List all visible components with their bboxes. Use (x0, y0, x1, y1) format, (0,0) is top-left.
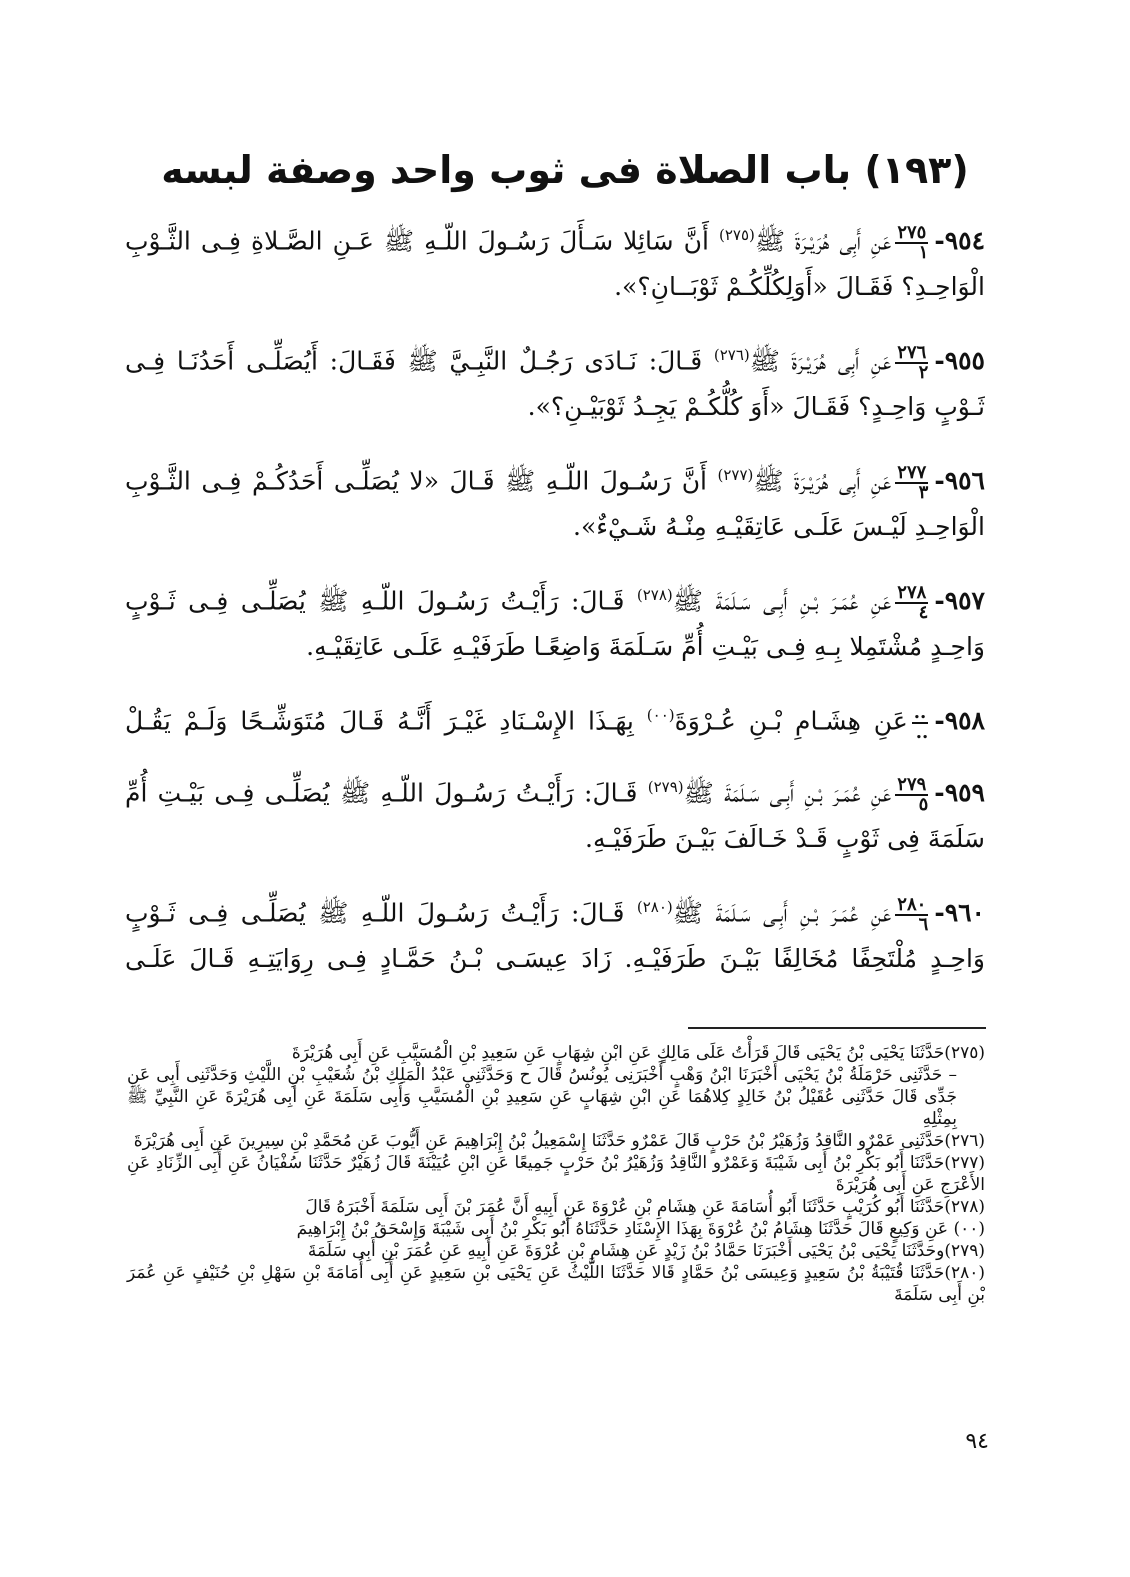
footnotes (127, 1042, 985, 1306)
hadith-note-ref: (٢٨٠) (636, 898, 673, 916)
hadith-number: ٩٥٦- (934, 466, 985, 496)
hadith-text-a: عَنِ أَبِى هُرَيْـرَةَ ﷺ (754, 226, 892, 256)
hadith-note-ref: (٢٧٧) (717, 466, 754, 484)
hadith-note-ref: (٢٧٩) (647, 778, 684, 796)
fraction-top: ٢٧٦ (897, 341, 927, 363)
footnote-280: (٢٨٠)حَدَّثَنَا قُتَيْبَةُ بْنُ سَعِيدٍ وَعِيسَى بْنُ حَمَّادٍ قَالا حَدَّثَنَا اللَّيْثُ عَنِ يَحْيَى بْنِ سَعِيدٍ عَنِ أَبِى أُمَامَةَ بْنِ سَهْلِ بْنِ حُنَيْفٍ عَنِ عُمَرَ بْنِ أَبِى سَلَمَةَ (127, 1263, 985, 1305)
hadith-960 (125, 884, 985, 980)
hadith-list (125, 212, 985, 1004)
fraction-bottom: ٥ (918, 793, 929, 815)
hadith-number: ٩٥٥- (934, 346, 985, 376)
fraction-bottom: .. (915, 721, 929, 740)
fraction-bottom: ١ (918, 241, 929, 263)
hadith-957 (125, 572, 985, 668)
hadith-number: ٩٥٨- (934, 706, 985, 736)
hadith-fraction (912, 701, 929, 740)
hadith-954 (125, 212, 985, 308)
hadith-text-b: بِهَـذَا الإِسْـنَادِ غَيْـرَ أَنَّـهُ قَـالَ مُتَوَشِّـحًا وَلَـمْ يَقُـلْ (125, 706, 634, 736)
hadith-fraction (895, 893, 929, 935)
hadith-number: ٩٥٩- (934, 778, 985, 808)
footnote-279: (٢٧٩)وحَدَّثَنَا يَحْيَى بْنُ يَحْيَى أَخْبَرَنَا حَمَّادُ بْنُ زَيْدٍ عَنِ هِشَامِ بْنِ عُرْوَةَ عَنِ أَبِيهِ عَنِ عُمَرَ بْنِ أَبِى سَلَمَةَ (307, 1241, 985, 1261)
fraction-top: ٢٧٧ (897, 461, 927, 483)
fraction-top: ٢٧٨ (897, 581, 927, 603)
hadith-text-b: قَـالَ: رَأَيْـتُ رَسُـولَ اللّـهِ ﷺ يُصَلِّـى فِـى ثَـوْبٍ وَاحِـدٍ مُشْتَمِلا بِـهِ فِـى بَيْـتِ أُمِّ سَـلَمَةَ وَاضِعًـا طَرَفَيْـهِ عَلَـى عَاتِقَيْـهِ. (125, 586, 985, 662)
hadith-text-a: عَنِ عُمَـرَ بْـنِ أَبِـى سَـلَمَةَ ﷺ (672, 898, 892, 928)
hadith-955 (125, 332, 985, 428)
hadith-note-ref: (٢٧٨) (636, 586, 673, 604)
hadith-number: ٩٦٠- (934, 898, 985, 928)
fraction-bottom: ٦ (918, 913, 929, 935)
hadith-text-a: عَنِ عُمَـرَ بْـنِ أَبِـى سَـلَمَةَ ﷺ (672, 586, 892, 616)
hadith-text-a: عَنِ أَبِى هُرَيْـرَةَ ﷺ (749, 346, 892, 376)
hadith-text-a: عَنِ عُمَـرَ بْـنِ أَبِـى سَـلَمَةَ ﷺ (683, 778, 892, 808)
hadith-note-ref: (٠٠) (646, 706, 675, 724)
fraction-bottom: ٤ (918, 601, 929, 623)
hadith-text-b: قَـالَ: نَـادَى رَجُـلٌ النَّبِـيَّ ﷺ فَقَـالَ: أَيُصَلِّـى أَحَدُنَـا فِـى ثَـوْبٍ وَاحِـدٍ؟ فَقَـالَ «أَوَ كُلُّكُـمْ يَجِـدُ ثَوْبَيْـنِ؟». (125, 346, 985, 422)
hadith-note-ref: (٢٧٦) (713, 346, 750, 364)
fraction-top: ٢٧٥ (897, 221, 927, 243)
hadith-text-b: أَنَّ سَائِلا سَـأَلَ رَسُـولَ اللّـهِ ﷺ عَـنِ الصَّـلاةِ فِـى الثَّـوْبِ الْوَاحِـدِ؟ فَقَـالَ «أَوَلِكُلِّكُـمْ ثَوْبَــانِ؟». (125, 226, 985, 302)
footnote-276: (٢٧٦)حَدَّثَنِى عَمْرٌو النَّاقِدُ وَزُهَيْرُ بْنُ حَرْبٍ قَالَ عَمْرٌو حَدَّثَنَا إِسْمَعِيلُ بْنُ إِبْرَاهِيمَ عَنِ أَيُّوبَ عَنِ مُحَمَّدِ بْنِ سِيرِينَ عَنِ أَبِى هُرَيْرَةَ (133, 1131, 985, 1151)
hadith-fraction (895, 773, 929, 815)
footnote-277: (٢٧٧)حَدَّثَنَا أَبُو بَكْرِ بْنُ أَبِى شَيْبَةَ وَعَمْرٌو النَّاقِدُ وَزُهَيْرُ بْنُ حَرْبٍ جَمِيعًا عَنِ ابْنِ عُيَيْنَةَ قَالَ زُهَيْرٌ حَدَّثَنَا سُفْيَانُ عَنِ أَبِى الزِّنَادِ عَنِ الأَعْرَجِ عَنِ أَبِى هُرَيْرَةَ (127, 1153, 985, 1195)
fraction-bottom: ٢ (918, 361, 929, 383)
footnote-278: (٢٧٨)حَدَّثَنَا أَبُو كُرَيْبٍ حَدَّثَنَا أَبُو أُسَامَةَ عَنِ هِشَامِ بْنِ عُرْوَةَ عَنِ أَبِيهِ أَنَّ عُمَرَ بْنَ أَبِى سَلَمَةَ أَخْبَرَهُ قَالَ (305, 1197, 985, 1217)
footnote-275-continued: – حَدَّثَنِى حَرْمَلَةُ بْنُ يَحْيَى أَخْبَرَنَا ابْنُ وَهْبٍ أَخْبَرَنِى يُونُسُ قَالَ ح وَحَدَّثَنِى عَبْدُ الْمَلِكِ بْنُ شُعَيْبِ بْنِ اللَّيْثِ وَحَدَّثَنِى أَبِى عَنِ جَدِّى قَالَ حَدَّثَنِى عُقَيْلُ بْنُ خَالِدٍ كِلاهُمَا عَنِ ابْنِ شِهَابٍ عَنِ سَعِيدِ بْنِ الْمُسَيَّبِ وَأَبِى سَلَمَةَ عَنِ أَبِى هُرَيْرَةَ عَنِ النَّبِيِّ ﷺ بِمِثْلِهِ (127, 1065, 957, 1129)
hadith-fraction (895, 581, 929, 623)
hadith-956 (125, 452, 985, 548)
hadith-text-a: عَنِ أَبِى هُرَيْـرَةَ ﷺ (753, 466, 892, 496)
page-number: ٩٤ (965, 1429, 989, 1454)
hadith-fraction (895, 341, 929, 383)
hadith-fraction (895, 221, 929, 263)
hadith-fraction (895, 461, 929, 503)
fraction-top: .. (913, 701, 927, 723)
hadith-959 (125, 764, 985, 860)
hadith-958 (125, 692, 985, 740)
hadith-number: ٩٥٤- (934, 226, 985, 256)
fraction-bottom: ٣ (918, 481, 929, 503)
hadith-text-b: أَنَّ رَسُـولَ اللّـهِ ﷺ قَـالَ «لا يُصَلِّـى أَحَدُكُـمْ فِـى الثَّـوْبِ الْوَاحِـدِ لَيْـسَ عَلَـى عَاتِقَيْـهِ مِنْـهُ شَـيْءٌ». (125, 466, 985, 542)
fraction-top: ٢٧٩ (897, 773, 927, 795)
chapter-title: (١٩٣) باب الصلاة فى ثوب واحد وصفة لبسه (161, 148, 969, 193)
hadith-text-b: قَـالَ: رَأَيْـتُ رَسُـولَ اللّـهِ ﷺ يُصَلِّـى فِـى بَيْـتِ أُمِّ سَلَمَةَ فِى ثَوْبٍ قَـدْ خَـالَفَ بَيْـنَ طَرَفَيْـهِ. (125, 778, 985, 854)
hadith-number: ٩٥٧- (934, 586, 985, 616)
footnote-divider (688, 1027, 986, 1029)
footnote-275: (٢٧٥)حَدَّثَنَا يَحْيَى بْنُ يَحْيَى قَالَ قَرَأْتُ عَلَى مَالِكٍ عَنِ ابْنِ شِهَابٍ عَنِ سَعِيدِ بْنِ الْمُسَيَّبِ عَنِ أَبِى هُرَيْرَةَ (291, 1043, 985, 1063)
fraction-top: ٢٨٠ (897, 893, 927, 915)
hadith-text-b: قَـالَ: رَأَيْـتُ رَسُـولَ اللّـهِ ﷺ يُصَلِّـى فِـى ثَـوْبٍ وَاحِـدٍ مُلْتَحِفًا مُخَالِفًا بَيْـنَ طَرَفَيْـهِ. زَادَ عِيسَـى بْـنُ حَمَّـادٍ فِـى رِوَايَتِـهِ قَـالَ عَلَـى (125, 898, 985, 974)
hadith-text-a: عَنِ هِشَـامِ بْـنِ عُـرْوَةَ (674, 706, 908, 736)
footnote-00: (٠٠) عَنِ وَكِيعٍ قَالَ حَدَّثَنَا هِشَامُ بْنُ عُرْوَةَ بِهَذَا الإِسْنَادِ حَدَّثَنَاهُ أَبُو بَكْرِ بْنُ أَبِى شَيْبَةَ وَإِسْحَقُ بْنُ إِبْرَاهِيمَ (296, 1219, 985, 1239)
hadith-note-ref: (٢٧٥) (718, 226, 755, 244)
